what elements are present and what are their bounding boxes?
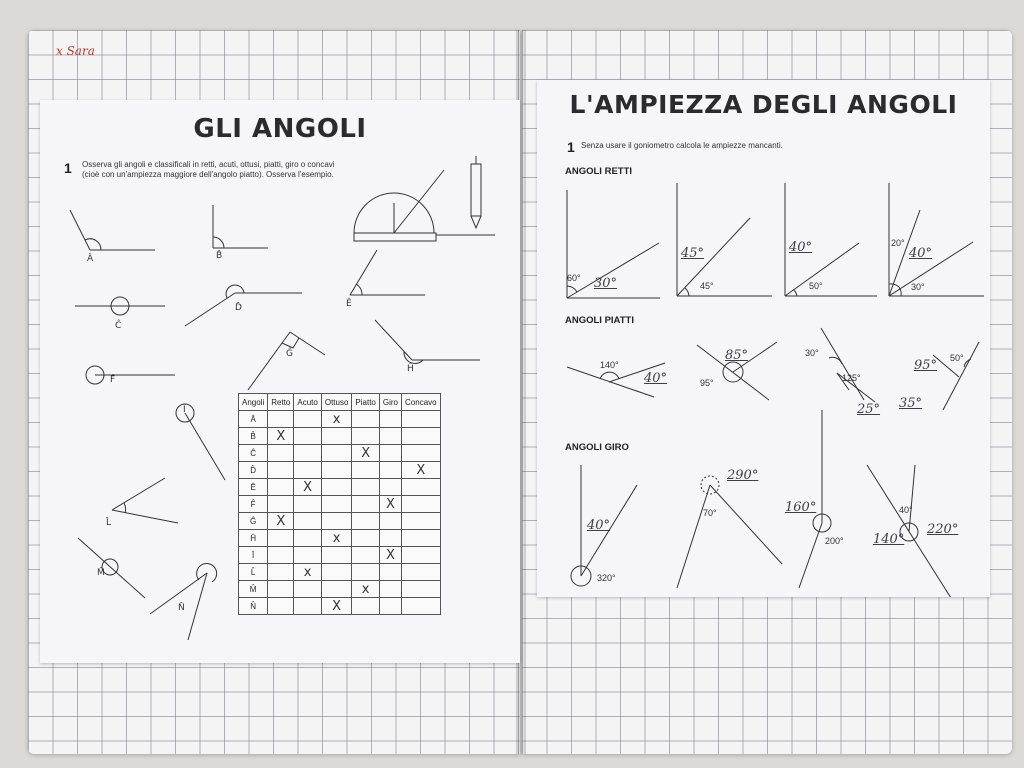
cell-retto[interactable] <box>268 479 294 496</box>
cell-acuto[interactable] <box>294 445 321 462</box>
cell-giro[interactable] <box>379 513 401 530</box>
exercise-instruction-right: Senza usare il goniometro calcola le ampiezze mancanti. <box>581 141 783 150</box>
row-angle-label: Ê <box>239 479 268 496</box>
cell-giro[interactable] <box>379 462 401 479</box>
retti-4-given-1: 20° <box>891 238 905 248</box>
cell-retto[interactable]: X <box>268 428 294 445</box>
table-row <box>239 428 441 445</box>
cell-giro[interactable]: X <box>379 496 401 513</box>
row-angle-label: B̂ <box>239 428 268 445</box>
piatti-4-given: 50° <box>950 353 964 363</box>
angle-label-l: L̂ <box>106 518 112 528</box>
cell-concavo[interactable] <box>402 530 441 547</box>
cell-acuto[interactable]: x <box>294 564 321 581</box>
cell-concavo[interactable] <box>402 598 441 615</box>
cell-piatto[interactable] <box>352 564 379 581</box>
piatti-3-given-1: 30° <box>805 348 819 358</box>
cell-ottuso[interactable] <box>321 496 352 513</box>
cell-giro[interactable] <box>379 445 401 462</box>
cell-acuto[interactable] <box>294 530 321 547</box>
col-header-ottuso: Ottuso <box>321 394 352 411</box>
table-row <box>239 479 441 496</box>
cell-giro[interactable] <box>379 428 401 445</box>
row-angle-label: F̂ <box>239 496 268 513</box>
cell-retto[interactable] <box>268 411 294 428</box>
cell-ottuso[interactable] <box>321 547 352 564</box>
giro-1-given: 320° <box>597 573 616 583</box>
col-header-piatto: Piatto <box>352 394 379 411</box>
cell-piatto[interactable] <box>352 530 379 547</box>
giro-4-answer-1: 140° <box>873 532 905 547</box>
cell-piatto[interactable] <box>352 479 379 496</box>
cell-concavo[interactable] <box>402 411 441 428</box>
cell-piatto[interactable] <box>352 496 379 513</box>
table-row <box>239 462 441 479</box>
cell-ottuso[interactable] <box>321 513 352 530</box>
piatti-4-answer-1: 95° <box>914 358 938 373</box>
piatti-3-answer: 25° <box>857 402 881 417</box>
cell-piatto[interactable] <box>352 428 379 445</box>
table-row <box>239 496 441 513</box>
angle-classification-table <box>238 393 441 615</box>
table-row <box>239 564 441 581</box>
cell-acuto[interactable] <box>294 598 321 615</box>
piatti-1-given: 140° <box>600 360 619 370</box>
angle-label-a: Â <box>87 254 94 264</box>
retti-3-answer: 40° <box>789 240 813 255</box>
table-row <box>239 445 441 462</box>
cell-ottuso[interactable] <box>321 445 352 462</box>
piatti-3-given-2: 125° <box>842 373 861 383</box>
cell-giro[interactable] <box>379 598 401 615</box>
cell-giro[interactable] <box>379 411 401 428</box>
cell-piatto[interactable]: X <box>352 445 379 462</box>
angle-label-n: N̂ <box>178 603 185 613</box>
cell-piatto[interactable] <box>352 462 379 479</box>
cell-piatto[interactable] <box>352 547 379 564</box>
cell-acuto[interactable] <box>294 581 321 598</box>
retti-4-answer: 40° <box>909 246 933 261</box>
piatti-1-answer: 40° <box>644 371 668 386</box>
angle-label-i: Î <box>183 405 186 415</box>
giro-2-given: 70° <box>703 508 717 518</box>
section-angoli-piatti: ANGOLI PIATTI <box>565 315 634 326</box>
cell-ottuso[interactable] <box>321 564 352 581</box>
angle-label-c: Ĉ <box>115 321 122 331</box>
cell-retto[interactable] <box>268 547 294 564</box>
cell-piatto[interactable] <box>352 513 379 530</box>
piatti-2-given: 95° <box>700 378 714 388</box>
exercise-number: 1 <box>64 160 72 176</box>
angle-label-g: Ĝ <box>286 349 293 359</box>
angle-label-b: B̂ <box>216 251 223 261</box>
angle-label-d: D̂ <box>235 303 242 313</box>
cell-concavo[interactable] <box>402 513 441 530</box>
cell-retto[interactable] <box>268 564 294 581</box>
row-angle-label: N̂ <box>239 598 268 615</box>
retti-2-given: 45° <box>700 281 714 291</box>
table-row <box>239 547 441 564</box>
col-header-angoli: Angoli <box>239 394 268 411</box>
margin-note: x Sara <box>56 44 95 58</box>
cell-ottuso[interactable] <box>321 479 352 496</box>
cell-giro[interactable] <box>379 479 401 496</box>
cell-concavo[interactable] <box>402 547 441 564</box>
row-angle-label: Î <box>239 547 268 564</box>
retti-1-answer: 30° <box>594 276 618 291</box>
angle-label-h: Ĥ <box>407 364 414 374</box>
giro-4-answer-2: 220° <box>927 522 959 537</box>
cell-retto[interactable]: X <box>268 513 294 530</box>
row-angle-label: D̂ <box>239 462 268 479</box>
section-angoli-giro: ANGOLI GIRO <box>565 442 629 453</box>
cell-giro[interactable] <box>379 581 401 598</box>
table-row <box>239 513 441 530</box>
row-angle-label: M̂ <box>239 581 268 598</box>
retti-4-given-2: 30° <box>911 282 925 292</box>
table-row <box>239 411 441 428</box>
row-angle-label: L̂ <box>239 564 268 581</box>
piatti-2-answer: 85° <box>725 348 749 363</box>
col-header-giro: Giro <box>379 394 401 411</box>
retti-1-given: 60° <box>567 273 581 283</box>
cell-acuto[interactable]: X <box>294 479 321 496</box>
giro-3-answer: 160° <box>785 500 817 515</box>
col-header-retto: Retto <box>268 394 294 411</box>
cell-retto[interactable] <box>268 445 294 462</box>
table-row <box>239 598 441 615</box>
cell-acuto[interactable] <box>294 496 321 513</box>
exercise-number-right: 1 <box>567 139 575 155</box>
cell-concavo[interactable] <box>402 445 441 462</box>
row-angle-label: Ĝ <box>239 513 268 530</box>
col-header-acuto: Acuto <box>294 394 321 411</box>
angle-label-f: F̂ <box>110 375 116 385</box>
col-header-concavo: Concavo <box>402 394 441 411</box>
cell-piatto[interactable]: x <box>352 581 379 598</box>
page-title-right: L'AMPIEZZA DEGLI ANGOLI <box>569 90 958 119</box>
cell-acuto[interactable] <box>294 411 321 428</box>
cell-giro[interactable] <box>379 564 401 581</box>
cell-concavo[interactable] <box>402 428 441 445</box>
table-row <box>239 530 441 547</box>
section-angoli-retti: ANGOLI RETTI <box>565 166 633 177</box>
giro-3-given: 200° <box>825 536 844 546</box>
cell-ottuso[interactable]: x <box>321 411 352 428</box>
page-title: GLI ANGOLI <box>193 114 367 144</box>
giro-2-answer: 290° <box>727 468 759 483</box>
table-row <box>239 581 441 598</box>
cell-acuto[interactable] <box>294 513 321 530</box>
angle-label-e: Ê <box>346 299 352 309</box>
cell-concavo[interactable] <box>402 564 441 581</box>
cell-ottuso[interactable]: X <box>321 598 352 615</box>
worksheet-gli-angoli <box>40 100 520 663</box>
retti-2-answer: 45° <box>681 246 705 261</box>
piatti-4-answer-2: 35° <box>899 396 923 411</box>
cell-piatto[interactable] <box>352 411 379 428</box>
cell-retto[interactable] <box>268 530 294 547</box>
cell-retto[interactable] <box>268 598 294 615</box>
cell-retto[interactable] <box>268 581 294 598</box>
cell-ottuso[interactable] <box>321 428 352 445</box>
angle-label-m: M̂ <box>97 568 105 578</box>
exercise-instruction-line-1: Osserva gli angoli e classificali in retti, acuti, ottusi, piatti, giro o concavi <box>82 160 335 169</box>
cell-giro[interactable]: X <box>379 547 401 564</box>
cell-piatto[interactable] <box>352 598 379 615</box>
cell-ottuso[interactable] <box>321 581 352 598</box>
cell-concavo[interactable] <box>402 496 441 513</box>
cell-retto[interactable] <box>268 462 294 479</box>
giro-1-answer: 40° <box>587 518 611 533</box>
giro-4-given: 40° <box>899 505 913 515</box>
cell-ottuso[interactable]: x <box>321 530 352 547</box>
cell-ottuso[interactable] <box>321 462 352 479</box>
row-angle-label: Ĉ <box>239 445 268 462</box>
cell-acuto[interactable] <box>294 547 321 564</box>
cell-concavo[interactable]: X <box>402 462 441 479</box>
cell-giro[interactable] <box>379 530 401 547</box>
cell-concavo[interactable] <box>402 479 441 496</box>
row-angle-label: Ĥ <box>239 530 268 547</box>
cell-acuto[interactable] <box>294 462 321 479</box>
retti-3-given: 50° <box>809 281 823 291</box>
cell-retto[interactable] <box>268 496 294 513</box>
table-header-row <box>239 394 441 411</box>
worksheet-ampiezza-angoli <box>537 80 990 597</box>
cell-concavo[interactable] <box>402 581 441 598</box>
exercise-instruction-line-2: (cioè con un'ampiezza maggiore dell'angolo piatto). Osserva l'esempio. <box>82 170 334 179</box>
row-angle-label: Â <box>239 411 268 428</box>
cell-acuto[interactable] <box>294 428 321 445</box>
